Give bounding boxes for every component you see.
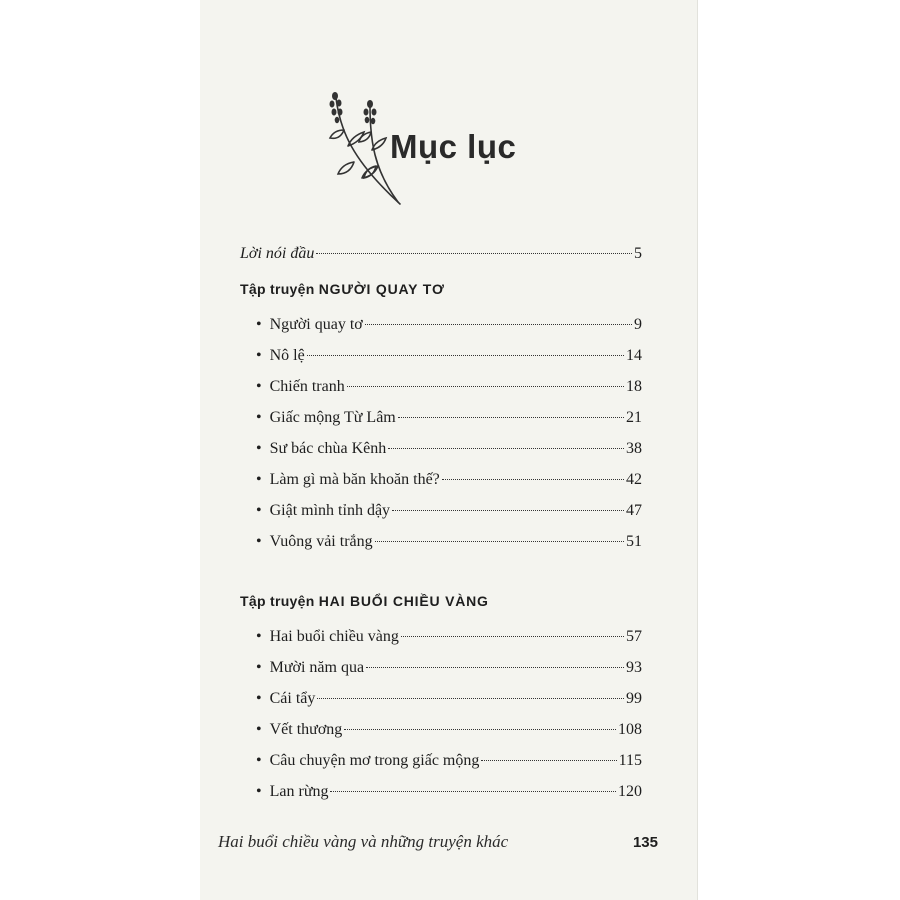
bullet-icon: • [256, 628, 262, 645]
toc-entry[interactable] [240, 714, 642, 745]
toc-entry-label: Sư bác chùa Kênh [269, 440, 387, 457]
dot-leader [347, 386, 624, 387]
toc-entry-page: 14 [626, 347, 642, 364]
toc-entry[interactable] [240, 402, 642, 433]
toc-entry[interactable] [240, 776, 642, 807]
toc-entry-label: Cái tẩy [269, 690, 316, 707]
toc-group-name: NGƯỜI QUAY TƠ [318, 281, 445, 297]
dot-leader [316, 253, 632, 254]
toc-entry[interactable] [240, 464, 642, 495]
toc-entry-label: Mười năm qua [269, 659, 365, 676]
toc-entry[interactable] [240, 683, 642, 714]
bullet-icon: • [256, 533, 262, 550]
toc-entry-page: 108 [618, 721, 642, 738]
dot-leader [388, 448, 624, 449]
toc-entry-label: Vuông vải trắng [269, 533, 373, 550]
dot-leader [330, 791, 616, 792]
toc-entry-preface[interactable] [240, 238, 642, 269]
toc-heading [322, 90, 622, 210]
toc-entry-page: 120 [618, 783, 642, 800]
toc-entry[interactable] [240, 433, 642, 464]
book-page [200, 0, 698, 900]
bullet-icon: • [256, 690, 262, 707]
book-title: Hai buổi chiều vàng và những truyện khác [218, 832, 509, 851]
toc-entry-page: 21 [626, 409, 642, 426]
toc-entry[interactable] [240, 309, 642, 340]
section-spacer [240, 557, 642, 581]
toc-entry-page: 42 [626, 471, 642, 488]
toc-entry[interactable] [240, 371, 642, 402]
bullet-icon: • [256, 783, 262, 800]
dot-leader [366, 667, 624, 668]
toc-entry-page: 51 [626, 533, 642, 550]
toc-entry-page: 47 [626, 502, 642, 519]
toc-group-name: HAI BUỔI CHIỀU VÀNG [318, 593, 489, 609]
page-footer [218, 832, 658, 852]
dot-leader [365, 324, 632, 325]
toc-entry[interactable] [240, 340, 642, 371]
toc-entry[interactable] [240, 621, 642, 652]
toc-entry-label: Lời nói đầu [240, 245, 315, 262]
toc-entry[interactable] [240, 745, 642, 776]
toc-entry-page: 9 [634, 316, 642, 333]
dot-leader [398, 417, 624, 418]
toc-entry-label: Người quay tơ [269, 316, 363, 333]
page-number: 135 [632, 834, 658, 851]
bullet-icon: • [256, 440, 262, 457]
bullet-icon: • [256, 378, 262, 395]
toc-group-title [240, 581, 642, 621]
toc-entry-page: 57 [626, 628, 642, 645]
toc-entry-label: Nô lệ [269, 347, 305, 364]
toc-entry-page: 93 [626, 659, 642, 676]
dot-leader [307, 355, 624, 356]
dot-leader [481, 760, 616, 761]
toc-entry-page: 115 [618, 752, 642, 769]
bullet-icon: • [256, 721, 262, 738]
bullet-icon: • [256, 752, 262, 769]
bullet-icon: • [256, 409, 262, 426]
bullet-icon: • [256, 471, 262, 488]
toc-entry[interactable] [240, 652, 642, 683]
toc-group-prefix: Tập truyện [240, 281, 319, 297]
dot-leader [375, 541, 624, 542]
toc-entry-page: 38 [626, 440, 642, 457]
toc-entry[interactable] [240, 495, 642, 526]
toc-entry-label: Vết thương [269, 721, 343, 738]
toc-entry-label: Làm gì mà băn khoăn thế? [269, 471, 440, 488]
table-of-contents [240, 238, 642, 807]
bullet-icon: • [256, 502, 262, 519]
toc-entry-label: Giật mình tỉnh dậy [269, 502, 391, 519]
toc-entry-page: 99 [626, 690, 642, 707]
toc-entry-label: Câu chuyện mơ trong giấc mộng [269, 752, 480, 769]
toc-entry-label: Lan rừng [269, 783, 329, 800]
toc-group-prefix: Tập truyện [240, 593, 319, 609]
toc-group-title [240, 269, 642, 309]
dot-leader [401, 636, 624, 637]
toc-entry-label: Hai buổi chiều vàng [269, 628, 399, 645]
dot-leader [392, 510, 624, 511]
dot-leader [442, 479, 624, 480]
toc-entry-label: Giấc mộng Từ Lâm [269, 409, 396, 426]
page-title: Mục lục [390, 128, 517, 165]
dot-leader [317, 698, 624, 699]
toc-entry-label: Chiến tranh [269, 378, 345, 395]
toc-entry-page: 18 [626, 378, 642, 395]
dot-leader [344, 729, 616, 730]
toc-entry-page: 5 [634, 245, 642, 262]
bullet-icon: • [256, 316, 262, 333]
toc-entry[interactable] [240, 526, 642, 557]
bullet-icon: • [256, 347, 262, 364]
bullet-icon: • [256, 659, 262, 676]
